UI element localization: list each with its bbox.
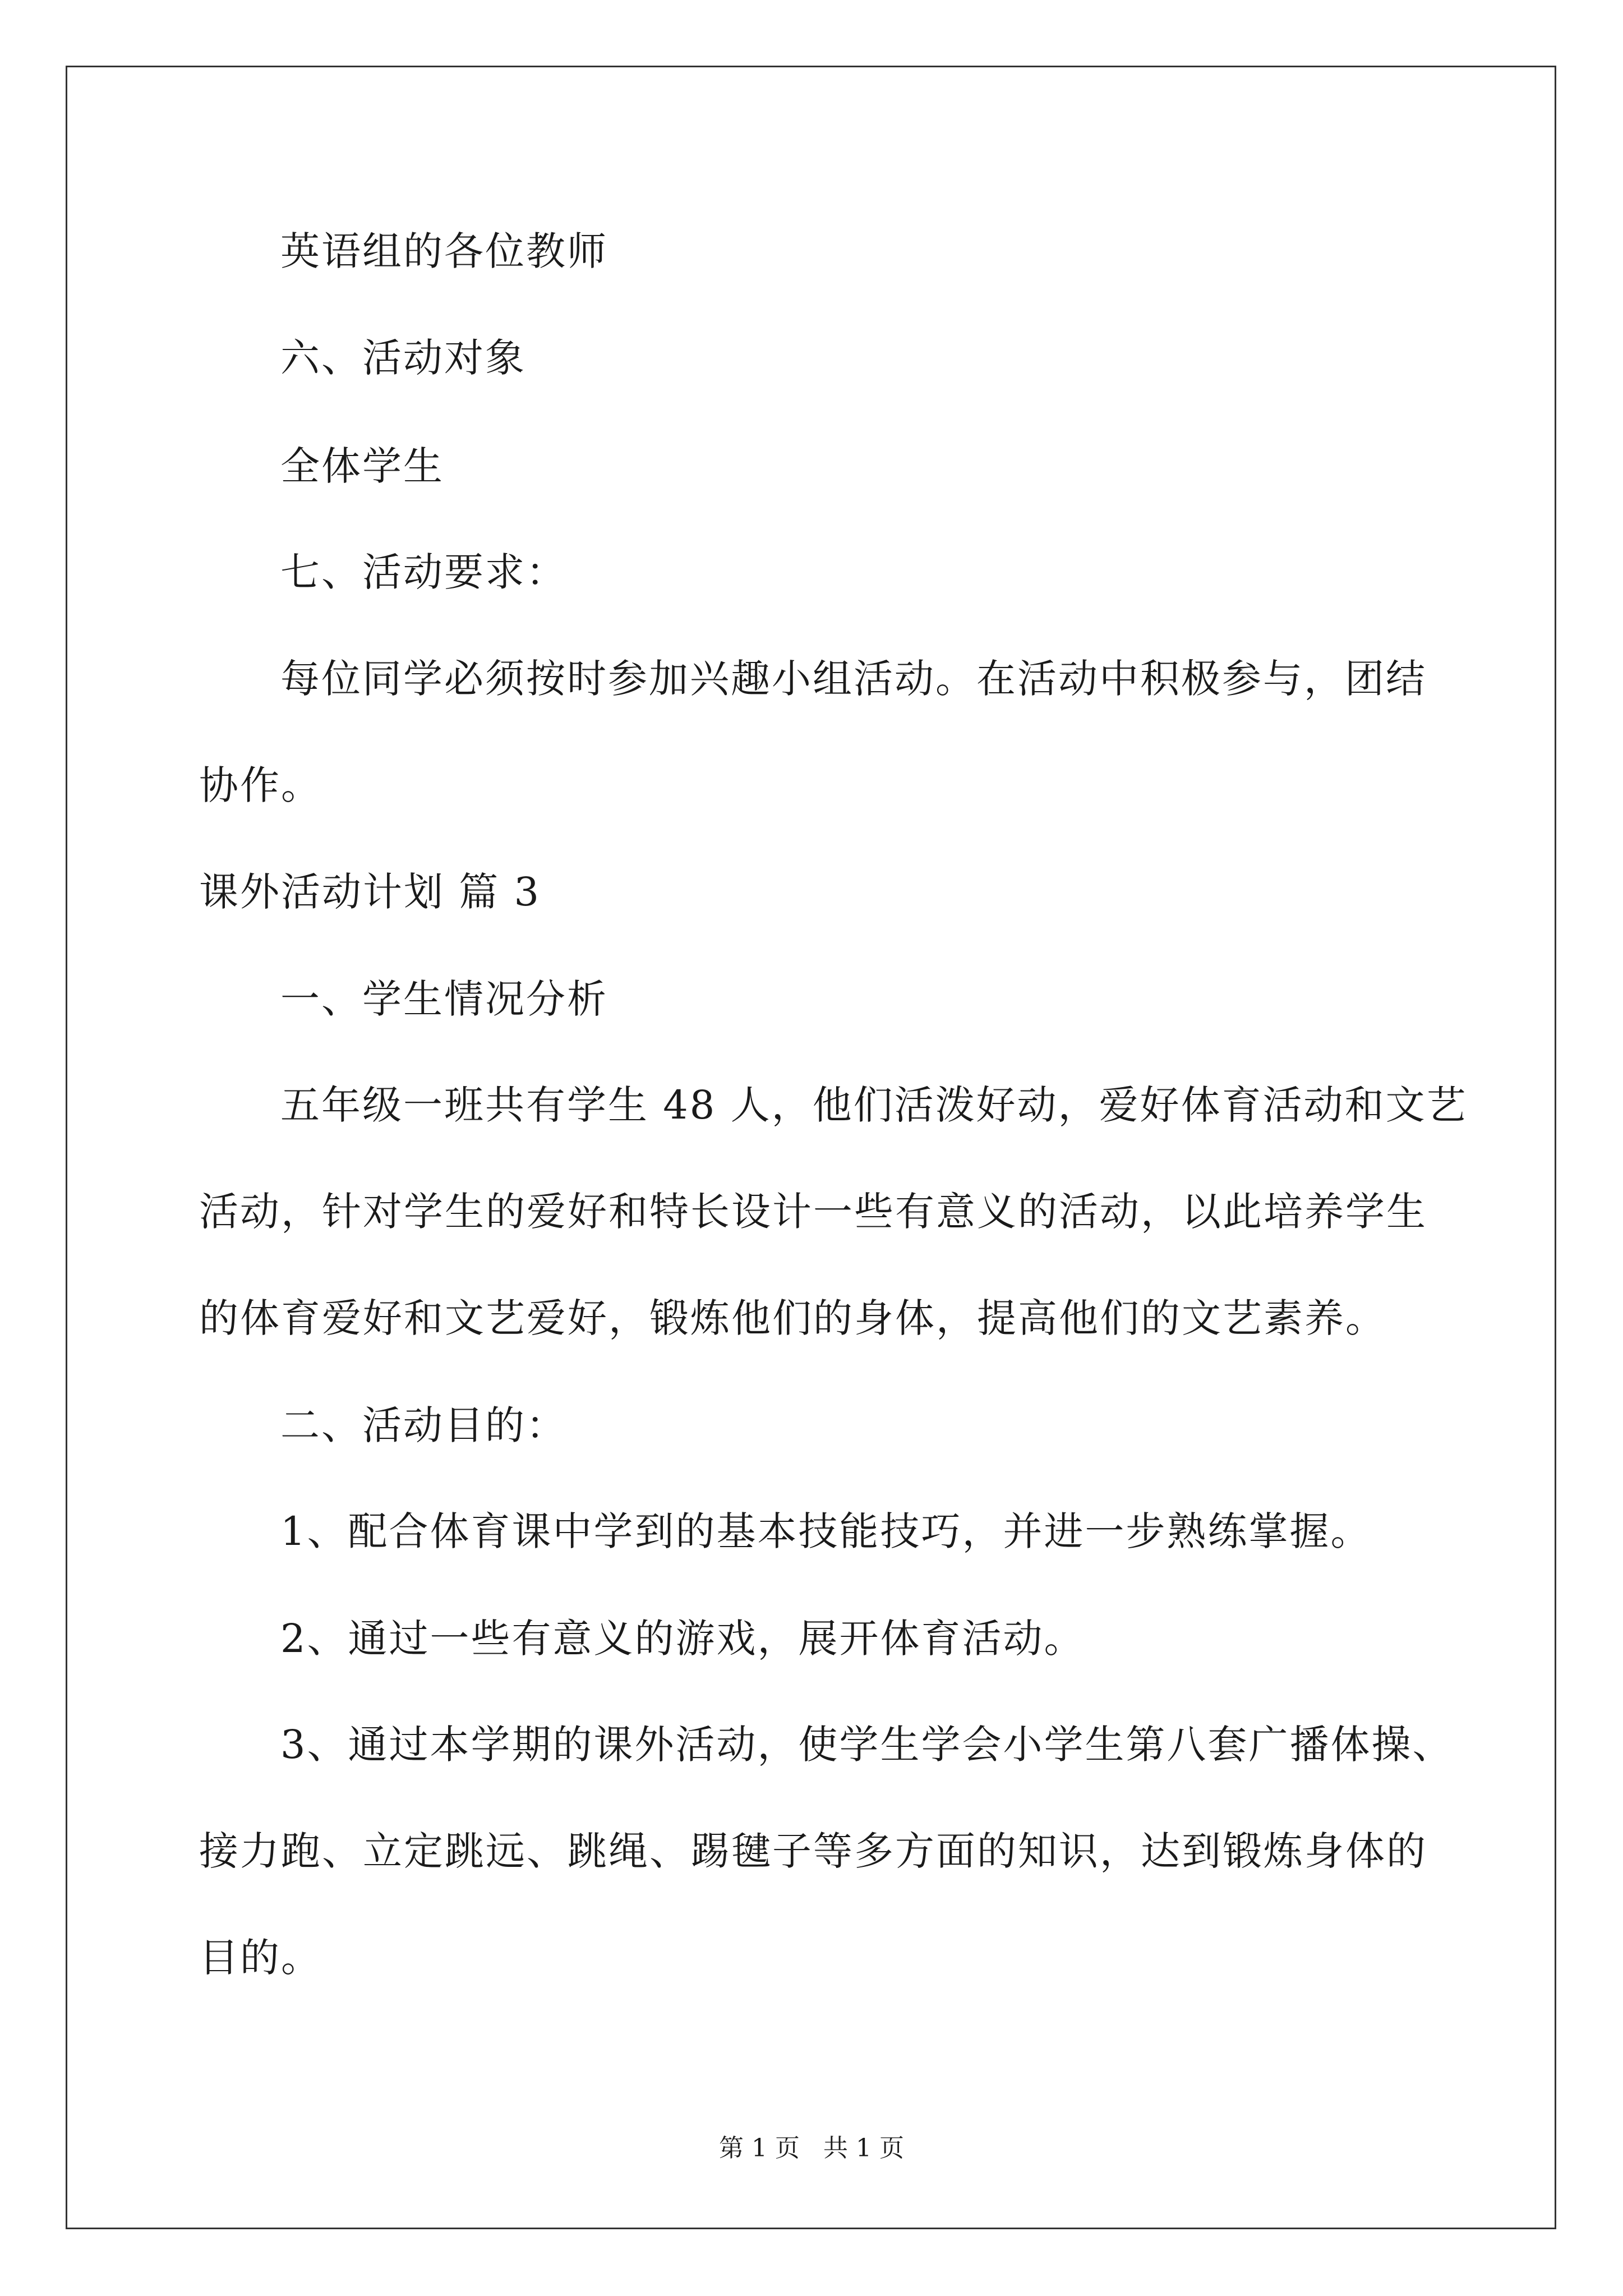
paragraph-line: 全体学生: [280, 443, 444, 489]
paragraph-line: 目的。: [199, 1935, 322, 1981]
paragraph-line: 英语组的各位教师: [280, 228, 608, 274]
page-number-footer: 第 1 页 共 1 页: [719, 2134, 904, 2162]
section-heading: 一、学生情况分析: [280, 976, 608, 1022]
paragraph-line: 每位同学必须按时参加兴趣小组活动。在活动中积极参与，团结: [280, 656, 1427, 702]
paragraph-line: 协作。: [199, 762, 322, 808]
paragraph-line: 活动，针对学生的爱好和特长设计一些有意义的活动，以此培养学生: [199, 1189, 1427, 1235]
paragraph-line: 的体育爱好和文艺爱好，锻炼他们的身体，提高他们的文艺素养。: [199, 1295, 1386, 1341]
page-border: [66, 66, 1556, 2229]
list-item: 1、配合体育课中学到的基本技能技巧，并进一步熟练掌握。: [280, 1508, 1372, 1554]
section-heading: 七、活动要求：: [280, 549, 567, 595]
section-heading: 二、活动目的：: [280, 1402, 567, 1448]
section-heading: 六、活动对象: [280, 335, 526, 381]
paragraph-line: 接力跑、立定跳远、跳绳、踢毽子等多方面的知识，达到锻炼身体的: [199, 1828, 1427, 1874]
paragraph-line: 五年级一班共有学生 48 人，他们活泼好动，爱好体育活动和文艺: [280, 1082, 1468, 1128]
list-item: 2、通过一些有意义的游戏，展开体育活动。: [280, 1616, 1085, 1662]
article-title: 课外活动计划 篇 3: [199, 869, 541, 915]
list-item: 3、通过本学期的课外活动，使学生学会小学生第八套广播体操、: [280, 1722, 1454, 1768]
